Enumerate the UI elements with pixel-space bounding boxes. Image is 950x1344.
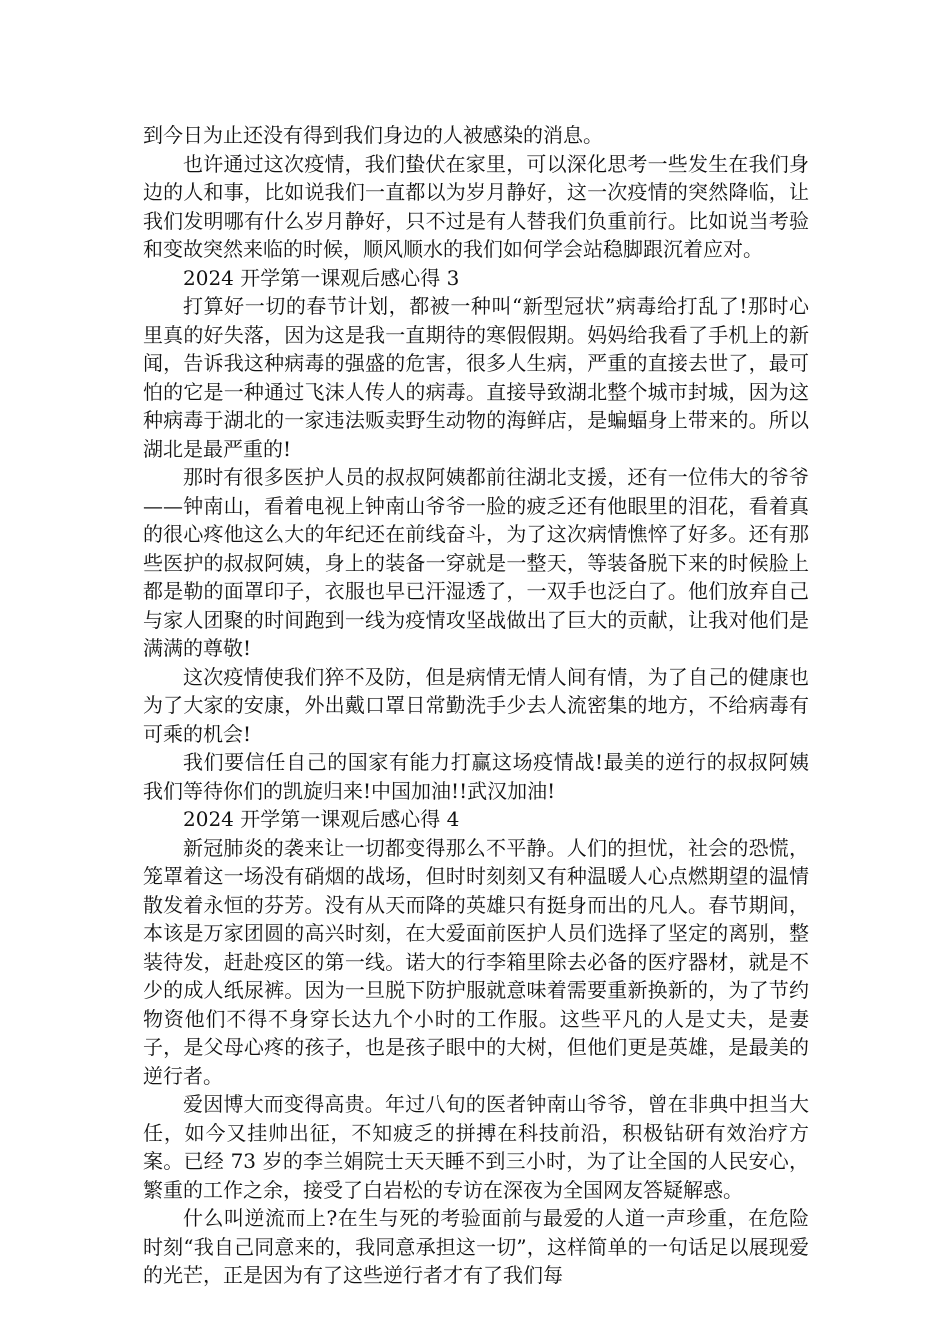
paragraph: 我们要信任自己的国家有能力打赢这场疫情战!最美的逆行的叔叔阿姨我们等待你们的凯旋归来!中国加油!!武汉加油! xyxy=(143,750,809,803)
paragraph: 什么叫逆流而上?在生与死的考验面前与最爱的人道一声珍重，在危险时刻“我自己同意来的，我同意承担这一切”，这样简单的一句话足以展现爱的光芒，正是因为有了这些逆行者才有了我们每 xyxy=(143,1206,809,1287)
document-body xyxy=(143,121,809,1290)
paragraph: 爱因博大而变得高贵。年过八旬的医者钟南山爷爷，曾在非典中担当大任，如今又挂帅出征，不知疲乏的拼搏在科技前沿，积极钻研有效治疗方案。已经 73 岁的李兰娟院士天天睡不到三小时，为了让全国的人民安心，繁重的工作之余，接受了白岩松的专访在深夜为全国网友答疑解惑。 xyxy=(143,1092,809,1202)
section-heading: 2024 开学第一课观后感心得 4 xyxy=(183,807,460,831)
paragraph: 到今日为止还没有得到我们身边的人被感染的消息。 xyxy=(143,123,603,147)
paragraph: 打算好一切的春节计划，都被一种叫“新型冠状”病毒给打乱了!那时心里真的好失落，因为这是我一直期待的寒假假期。妈妈给我看了手机上的新闻，告诉我这种病毒的强盛的危害，很多人生病，严重的直接去世了，最可怕的它是一种通过飞沫人传人的病毒。直接导致湖北整个城市封城，因为这种病毒于湖北的一家违法贩卖野生动物的海鲜店，是蝙蝠身上带来的。所以湖北是最严重的! xyxy=(143,294,809,461)
paragraph: 那时有很多医护人员的叔叔阿姨都前往湖北支援，还有一位伟大的爷爷——钟南山，看着电视上钟南山爷爷一脸的疲乏还有他眼里的泪花，看着真的很心疼他这么大的年纪还在前线奋斗，为了这次病情憔悴了好多。还有那些医护的叔叔阿姨，身上的装备一穿就是一整天，等装备脱下来的时候脸上都是勒的面罩印子，衣服也早已汗湿透了，一双手也泛白了。他们放弃自己与家人团聚的时间跑到一线为疫情攻坚战做出了巨大的贡献，让我对他们是满满的尊敬! xyxy=(143,465,809,660)
section-heading: 2024 开学第一课观后感心得 3 xyxy=(183,265,460,290)
paragraph: 也许通过这次疫情，我们蛰伏在家里，可以深化思考一些发生在我们身边的人和事，比如说我们一直都以为岁月静好，这一次疫情的突然降临，让我们发明哪有什么岁月静好，只不过是有人替我们负重前行。比如说当考验和变故突然来临的时候，顺风顺水的我们如何学会站稳脚跟沉着应对。 xyxy=(143,151,809,261)
paragraph: 这次疫情使我们猝不及防，但是病情无情人间有情，为了自己的健康也为了大家的安康，外出戴口罩日常勤洗手少去人流密集的地方，不给病毒有可乘的机会! xyxy=(143,664,809,746)
paragraph: 新冠肺炎的袭来让一切都变得那么不平静。人们的担忧，社会的恐慌，笼罩着这一场没有硝烟的战场，但时时刻刻又有种温暖人心点燃期望的温情散发着永恒的芬芳。没有从天而降的英雄只有挺身而出的凡人。春节期间，本该是万家团圆的高兴时刻，在大爱面前医护人员们选择了坚定的离别，整装待发，赶赴疫区的第一线。诺大的行李箱里除去必备的医疗器材，就是不少的成人纸尿裤。因为一旦脱下防护服就意味着需要重新换新的，为了节约物资他们不得不身穿长达九个小时的工作服。这些平凡的人是丈夫，是妻子，是父母心疼的孩子，也是孩子眼中的大树，但他们更是英雄，是最美的逆行者。 xyxy=(143,835,809,1088)
